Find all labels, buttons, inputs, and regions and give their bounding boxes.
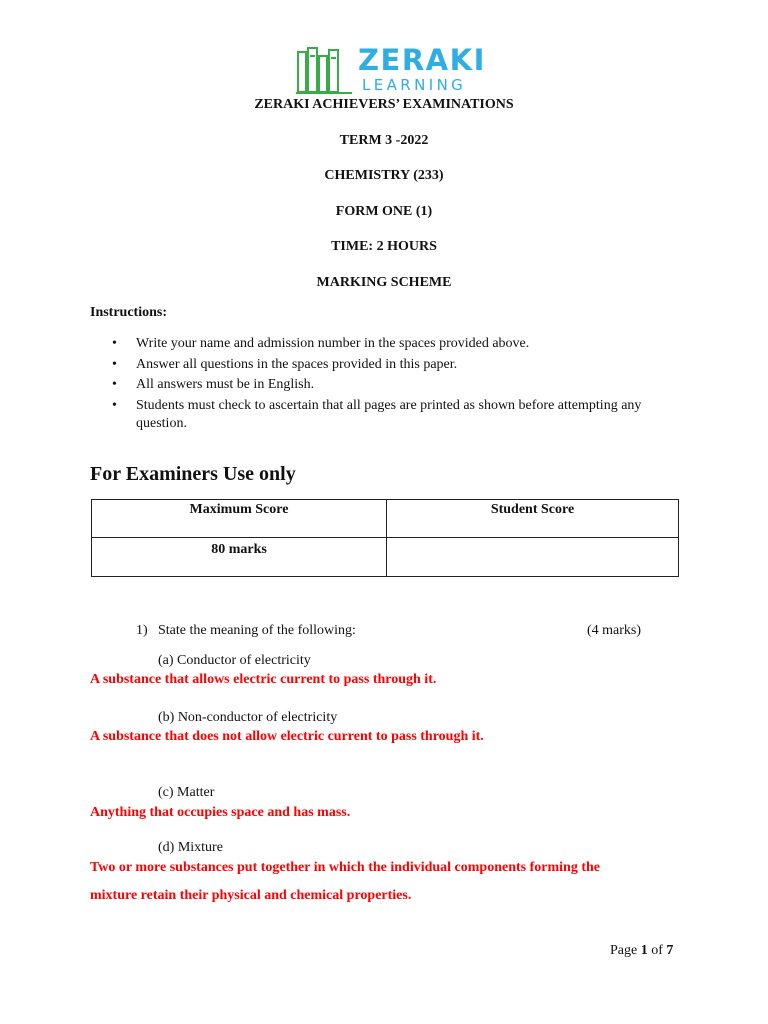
question-prompt: State the meaning of the following: [158, 623, 356, 638]
term-line: TERM 3 -2022 [339, 133, 429, 148]
page-number: 1 [640, 943, 648, 958]
part-a-label: (a) Conductor of electricity [158, 653, 311, 668]
part-b-answer: A substance that does not allow electric current to pass through it. [90, 729, 484, 744]
books-icon [296, 46, 352, 94]
part-c-label: (c) Matter [158, 785, 215, 800]
instruction-item: • Students must check to ascertain that all pages are printed as shown before attempting any question. [110, 397, 670, 433]
zeraki-logo [296, 43, 486, 94]
student-score-value [387, 538, 679, 577]
score-table [91, 499, 679, 577]
of-label: of [651, 943, 663, 958]
max-score-header: Maximum Score [92, 500, 387, 538]
part-b-label: (b) Non-conductor of electricity [158, 710, 338, 725]
page-label: Page [610, 943, 638, 958]
instructions-heading: Instructions: [90, 305, 168, 320]
part-a-answer: A substance that allows electric current to pass through it. [90, 672, 437, 687]
max-score-value: 80 marks [92, 538, 387, 577]
part-c-answer: Anything that occupies space and has mass. [90, 805, 351, 820]
student-score-header: Student Score [387, 500, 679, 538]
logo-tagline: LEARNING [362, 76, 467, 94]
time-line: TIME: 2 HOURS [331, 239, 437, 254]
part-d-answer-line-2: mixture retain their physical and chemical properties. [90, 888, 412, 903]
form-line: FORM ONE (1) [335, 204, 433, 219]
logo-wordmark: ZERAKI [358, 43, 486, 77]
instruction-item: • Write your name and admission number in the spaces provided above. [110, 335, 670, 353]
part-d-answer-line-1: Two or more substances put together in which the individual components forming the [90, 860, 600, 875]
instruction-item: • All answers must be in English. [110, 376, 670, 394]
exam-title: ZERAKI ACHIEVERS’ EXAMINATIONS [254, 97, 514, 112]
question-marks: (4 marks) [587, 623, 642, 638]
subject-line: CHEMISTRY (233) [324, 168, 444, 183]
doc-type-line: MARKING SCHEME [316, 275, 452, 290]
instruction-item: • Answer all questions in the spaces provided in this paper. [110, 356, 670, 374]
part-d-label: (d) Mixture [158, 840, 223, 855]
page-total: 7 [666, 943, 674, 958]
examiners-heading: For Examiners Use only [90, 463, 296, 485]
page-footer [610, 943, 673, 959]
question-number: 1) [136, 623, 148, 638]
instructions-list [110, 335, 670, 435]
